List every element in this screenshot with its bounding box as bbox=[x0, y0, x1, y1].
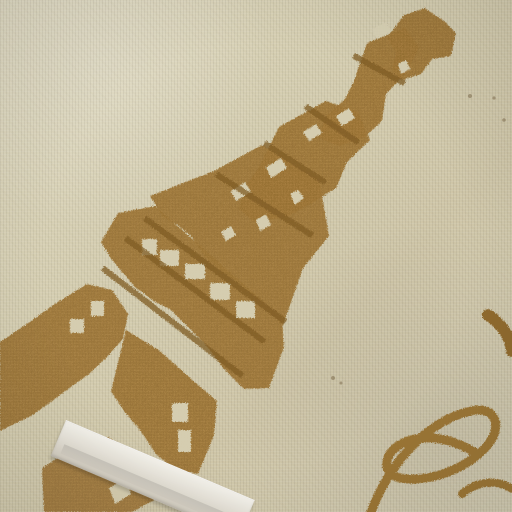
handwritten-script-icon bbox=[371, 315, 512, 512]
script-tail bbox=[462, 483, 512, 494]
script-loop bbox=[371, 410, 496, 512]
script-right-stroke bbox=[488, 315, 512, 351]
tower-left-base bbox=[0, 284, 128, 431]
